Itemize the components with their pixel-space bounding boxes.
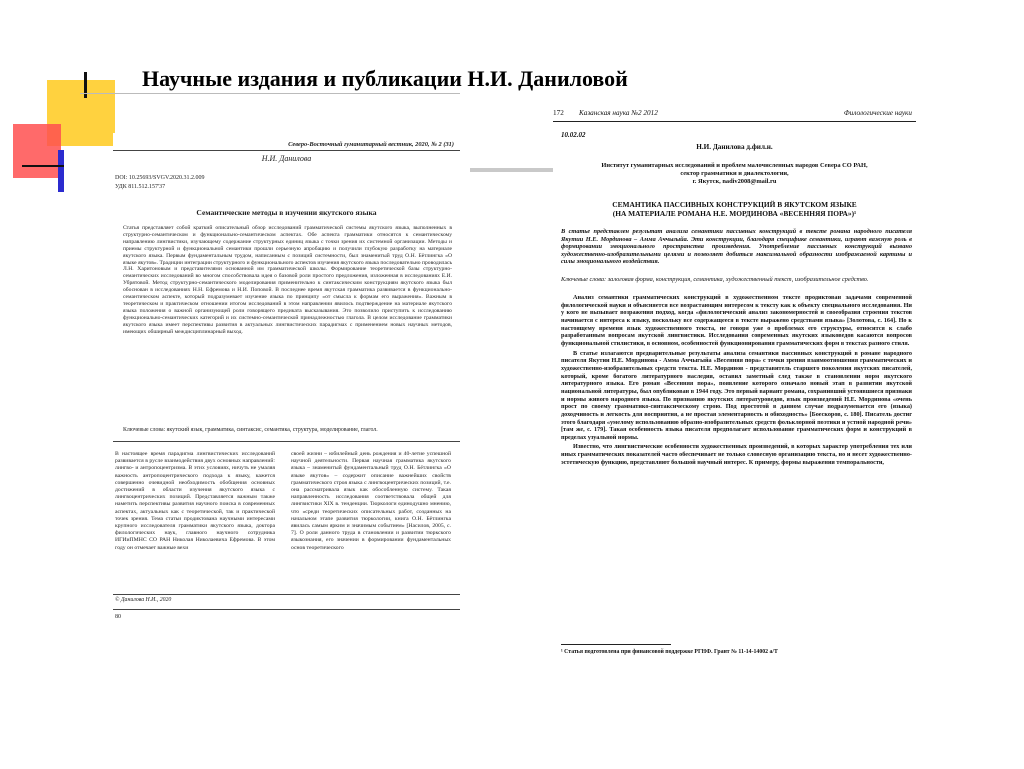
left-author: Н.И. Данилова: [261, 154, 312, 163]
left-page-number: 80: [115, 614, 121, 620]
title-line-1: СЕМАНТИКА ПАССИВНЫХ КОНСТРУКЦИЙ В ЯКУТСКОМ ЯЗЫКЕ: [612, 200, 857, 209]
right-page-number: 172: [553, 109, 564, 117]
institute-line-3: г. Якутск, nadiv2008@mail.ru: [692, 178, 777, 185]
right-section-header: Филологические науки: [843, 109, 912, 117]
slide-title: Научные издания и публикации Н.И. Даниловой: [142, 66, 628, 91]
left-udk: УДК 811.512.157'37: [115, 184, 166, 190]
left-body-rule: [113, 441, 460, 442]
right-udk: 10.02.02: [561, 131, 586, 139]
footnote-rule: [561, 644, 671, 645]
body-paragraph-1: Анализ семантики грамматических конструкций в художественном тексте продиктован задачами современной филологической науки и объясняется все возрастающим интересом к тексту как к объекту специального исследования. Ни у кого не вызывает возражения подход, когда «филологический анализ закономерностей и своеобразия строения текстов начинается с интереса к языку, поскольку все содержащееся в тексте выражено средствами языка» [Золотова, с. 164]. Но к настоящему времени язык художественного текста, не говоря уже о проблемах его структуры, относится к слабо разработанным вопросам якутской лингвистики. Исследования современных якутских языковедов касаются вопросов функциональной стилистики, в основном, особенностей функционирования грамматических форм в текстах разного стиля.: [561, 294, 912, 347]
left-body-column-2: своей жизни – юбилейный день рождения и 40-летие успешной научной деятельности. Первая научная грамматика якутского языка – знаменитый фундаментальный труд О.Н. Бётлингка «О языке якутов» – содержит описание важнейших свойств грамматического строя языка с лингвоцентрических позиций, т.е. она рассматривала язык как обособленную систему. Такая направленность исследования соответствовала общей для лингвистики XIX в. тенденции. Тюркологи единодушно мнению, что «среди теоретических описательных работ, созданных на начальном этапе развития тюркологии, книга О.Н. Бётлингка явилась самым ярким и значимым событием» [Насилов, 2005, с. 7]. О роли данного труда в становлении и развитии тюркского языкознания, его значении в формировании фундаментальных основ теоретического: [291, 451, 451, 551]
left-abstract: Статья представляет собой краткий описательный обзор исследований грамматической системы якутского языка, выполненных в структурно-семантическом и функционально-семантическом аспектах. Обе аспекта грамматики относятся к семантическому направлению лингвистики, изучающему содержание структурных единиц языка с точки зрения их системной организации. Методы и приемы структурной и функциональной семантики прошли серьезную апробацию и получили глубокую разработку на материале якутского языка. Первым фундаментальным трудом, написанным с позиций системности, был знаменитый труд О.Н. Бётлингка «О языке якутов». Традиции интеграции структурного и функционального аспектов изучения якутского языка последовательно проводилась Л.Н. Харитоновым и представителями основанной им грамматической школы. Формирование теоретической базы структурно-семантических исследований во многом способствовала идея о базовой роли простого предложения, изложенная в исследованиях Е.И. Убрятовой. Метод структурно-семантического моделирования применительно к синтаксическим конструкциям якутского языка был обоснован в исследованиях Н.Н. Ефремова и Н.И. Поповой. В последнее время якутская грамматика развивается в функционально-семантическом аспекте, который подразумевает изучение языка по принципу «от смысла к формам его выражения». Важным в теоретическом и практическом отношении итогом исследований в этом направлении явилось подтверждение на материале якутского языка положения о важной организующей роли говорящего предиката высказывания. Это позволило приступить к исследованию функционально-семантических категорий и их системно-семантической принадлежностью глагола. В целом исследование грамматики якутского языка имеет перспективы развития в актуальных лингвистических парадигмах с применением новых научных методов, имеющих обширный междисциплинарный выход.: [123, 225, 452, 335]
right-keywords: Ключевые слова: залоговая форма, конструкция, семантика, художественный текст, изобразительное средство.: [561, 276, 869, 283]
right-article-page: [553, 104, 916, 664]
left-doi: DOI: 10.25693/SVGV.2020.31.2.009: [115, 175, 205, 181]
institute-line-1: Институт гуманитарных исследований и проблем малочисленных народов Севера СО РАН,: [601, 162, 868, 169]
left-bottom-rule: [113, 609, 460, 610]
left-copyright: © Данилова Н.И., 2020: [115, 597, 172, 603]
right-article-title: [553, 200, 916, 218]
institute-line-2: сектор грамматики и диалектологии,: [680, 170, 789, 177]
decor-black-bar: [84, 72, 87, 98]
left-keywords: Ключевые слова: якутский язык, грамматика, синтаксис, семантика, структура, моделирование, глагол.: [123, 427, 378, 433]
divider-bar: [470, 168, 562, 172]
right-footnote: ¹ Статья подготовлена при финансовой поддержке РГНФ. Грант № 11-14-14002 а/Т: [561, 649, 778, 655]
left-body-column-1: В настоящее время парадигма лингвистических исследований развивается в русле взаимодействия двух основных направлений: лингво- и антропоцентризма. В этих условиях, ничуть не умаляя важность антропоцентрического подхода к языку, кажется совершенно очевидной необходимость обобщения основных достижений в области изучения якутского языка с лингвоцентрических позиций. Представляется важным также наметить перспективы развития научного поиска в современных аспектах, актуальных как с теоретической, так и практической точек зрения. Тема статьи продиктована научными интересами крупного исследователя грамматики якутского языка, доктора филологических наук, главного научного сотрудника ИГИиПМНС СО РАН Николая Николаевича Ефремова. В этом году он отмечает важные вехи: [115, 451, 275, 551]
left-footer-rule: [113, 594, 460, 595]
left-journal-header: Северо-Восточный гуманитарный вестник, 2020, № 2 (31): [288, 141, 454, 148]
right-institute: [553, 162, 916, 186]
left-header-rule: [113, 150, 460, 151]
title-underline: [80, 93, 460, 94]
right-body: [561, 294, 912, 634]
body-paragraph-3: Известно, что лингвистические особенности художественных произведений, в которых характер употребления тех или иных грамматических показателей часто обеспечивает не только словесную организацию текста, но и несет художественно-эстетическую функцию, представляют большой научный интерес. К примеру, формы выражения темпоральности,: [561, 443, 912, 466]
decor-blue-bar: [58, 150, 64, 192]
right-journal-header: Казанская наука №2 2012: [579, 109, 658, 117]
title-line-2: (НА МАТЕРИАЛЕ РОМАНА Н.Е. МОРДИНОВА «ВЕСЕННЯЯ ПОРА»)¹: [612, 209, 857, 218]
right-author: Н.И. Данилова д.фил.н.: [696, 143, 773, 151]
body-paragraph-2: В статье излагаются предварительные результаты анализа семантики пассивных конструкций в романе народного писателя Якутии Н.Е. Мординова - Амма Аччыгыйа «Весенняя пора» с точки зрения взаимоотношения грамматических и художественно-изобразительных средств текста. Н.Е. Мординов - представитель старшего поколения якутских писателей, который, кроме богатого литературного наследия, оставил заметный след также в становлении норм якутского литературного языка. Его роман «Весенняя пора», появление которого означало новый этап в развитии якутской национальной литературы, был опубликован в 1944 году. Это первый вариант романа, сохранивший устоявшиеся признаки и нормы живого народного языка. По признанию якутских литературоведов, язык произведений Н.Е. Мординова «очень прост по своему грамматико-синтаксическому строю. Под простотой в данном случае подразумевается его (языка) доходчивость и легкость для восприятия, а не простая элементарность и обиходность» [Боескоров, с. 180]. Писатель достиг этого благодаря «умелому использованию образно-изобразительных средств фольклорной поэтики и устной народной речи» [там же, с. 179]. Такая особенность языка писателя предполагает использование грамматических форм и конструкций в пределах узуальной нормы.: [561, 349, 912, 441]
right-abstract: В статье представлен результат анализа семантики пассивных конструкций в тексте романа народного писателя Якутии Н.Е. Мординова – Амма Аччыгыйа. Эти конструкции, благодаря специфике семантики, играют важную роль в формировании эмоционального пространства произведения. Употребление пассивных конструкций вызвано художественно-изобразительными целями и позволяет добиться максимальной образности изображаемой картины и силы эмоционального воздействия.: [561, 228, 912, 266]
left-article-page: [113, 133, 460, 626]
left-article-title: Семантические методы в изучении якутского языка: [196, 208, 377, 217]
decor-red-square: [13, 124, 61, 178]
decor-accent-line: [22, 165, 64, 167]
right-header-rule: [553, 121, 916, 122]
